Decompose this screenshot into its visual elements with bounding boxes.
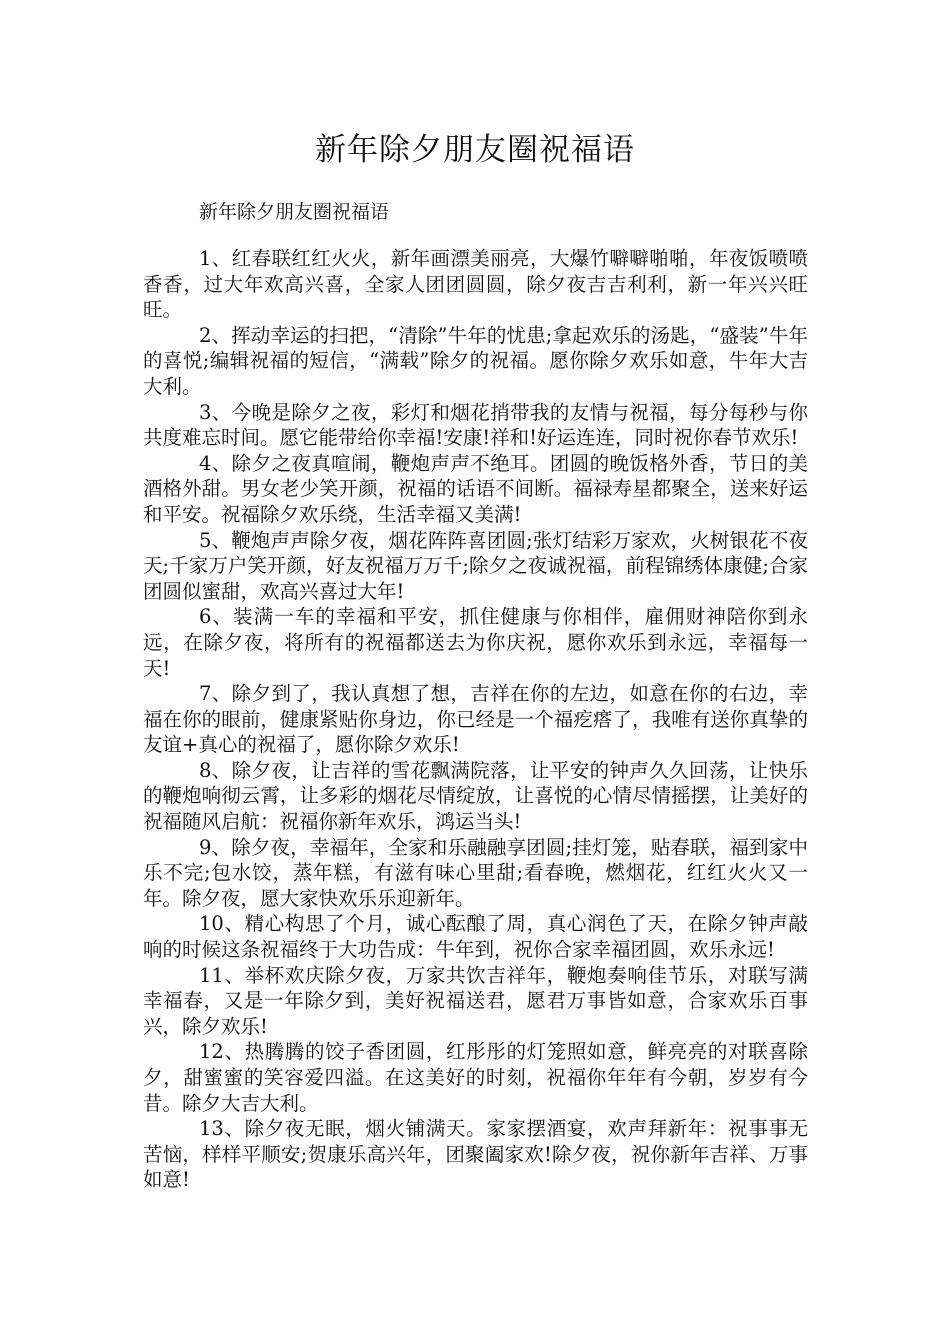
paragraph-7: 7、除夕到了，我认真想了想，吉祥在你的左边，如意在你的右边，幸福在你的眼前，健康紧贴你身边，你已经是一个福疙瘩了，我唯有送你真挚的友谊+真心的祝福了，愿你除夕欢乐! xyxy=(143,682,808,757)
document-subtitle: 新年除夕朋友圈祝福语 xyxy=(199,201,390,223)
paragraph-12: 12、热腾腾的饺子香团圆，红彤彤的灯笼照如意，鲜亮亮的对联喜除夕，甜蜜蜜的笑容爱四溢。在这美好的时刻，祝福你年年有今朝，岁岁有今昔。除夕大吉大利。 xyxy=(143,1040,808,1115)
paragraph-3: 3、今晚是除夕之夜，彩灯和烟花捎带我的友情与祝福，每分每秒与你共度难忘时间。愿它能带给你幸福!安康!祥和!好运连连，同时祝你春节欢乐! xyxy=(143,400,808,450)
paragraph-6: 6、装满一车的幸福和平安，抓住健康与你相伴，雇佣财神陪你到永远，在除夕夜，将所有的祝福都送去为你庆祝，愿你欢乐到永远，幸福每一天! xyxy=(143,605,808,680)
paragraph-8: 8、除夕夜，让吉祥的雪花飘满院落，让平安的钟声久久回荡，让快乐的鞭炮响彻云霄，让多彩的烟花尽情绽放，让喜悦的心情尽情摇摆，让美好的祝福随风启航：祝福你新年欢乐，鸿运当头! xyxy=(143,758,808,834)
document-body xyxy=(143,246,808,1193)
paragraph-9: 9、除夕夜，幸福年，全家和乐融融享团圆;挂灯笼，贴春联，福到家中乐不完;包水饺，蒸年糕，有滋有味心里甜;看春晚，燃烟花，红红火火又一年。除夕夜，愿大家快欢乐乐迎新年。 xyxy=(143,835,808,910)
paragraph-2: 2、挥动幸运的扫把，“清除”牛年的忧患;拿起欢乐的汤匙，“盛装”牛年的喜悦;编辑祝福的短信，“满载”除夕的祝福。愿你除夕欢乐如意，牛年大吉大利。 xyxy=(143,323,808,398)
paragraph-5: 5、鞭炮声声除夕夜，烟花阵阵喜团圆;张灯结彩万家欢，火树银花不夜天;千家万户笑开颜，好友祝福万万千;除夕之夜诚祝福，前程锦绣体康健;合家团圆似蜜甜，欢高兴喜过大年! xyxy=(143,528,808,603)
paragraph-1: 1、红春联红红火火，新年画漂美丽亮，大爆竹噼噼啪啪，年夜饭喷喷香香，过大年欢高兴喜，全家人团团圆圆，除夕夜吉吉利利，新一年兴兴旺旺。 xyxy=(143,247,808,322)
paragraph-11: 11、举杯欢庆除夕夜，万家共饮吉祥年，鞭炮奏响佳节乐，对联写满幸福春，又是一年除夕到，美好祝福送君，愿君万事皆如意，合家欢乐百事兴，除夕欢乐! xyxy=(143,963,808,1038)
paragraph-10: 10、精心构思了个月，诚心酝酿了周，真心润色了天，在除夕钟声敲响的时候这条祝福终于大功告成：牛年到，祝你合家幸福团圆，欢乐永远! xyxy=(143,912,808,962)
paragraph-4: 4、除夕之夜真喧闹，鞭炮声声不绝耳。团圆的晚饭格外香，节日的美酒格外甜。男女老少笑开颜，祝福的话语不间断。福禄寿星都聚全，送来好运和平安。祝福除夕欢乐绕，生活幸福又美满! xyxy=(143,451,808,526)
paragraph-13: 13、除夕夜无眠，烟火铺满天。家家摆酒宴，欢声拜新年：祝事事无苦恼，样样平顺安;贺康乐高兴年，团聚阖家欢!除夕夜，祝你新年吉祥、万事如意! xyxy=(143,1117,808,1192)
document-title: 新年除夕朋友圈祝福语 xyxy=(315,132,635,168)
